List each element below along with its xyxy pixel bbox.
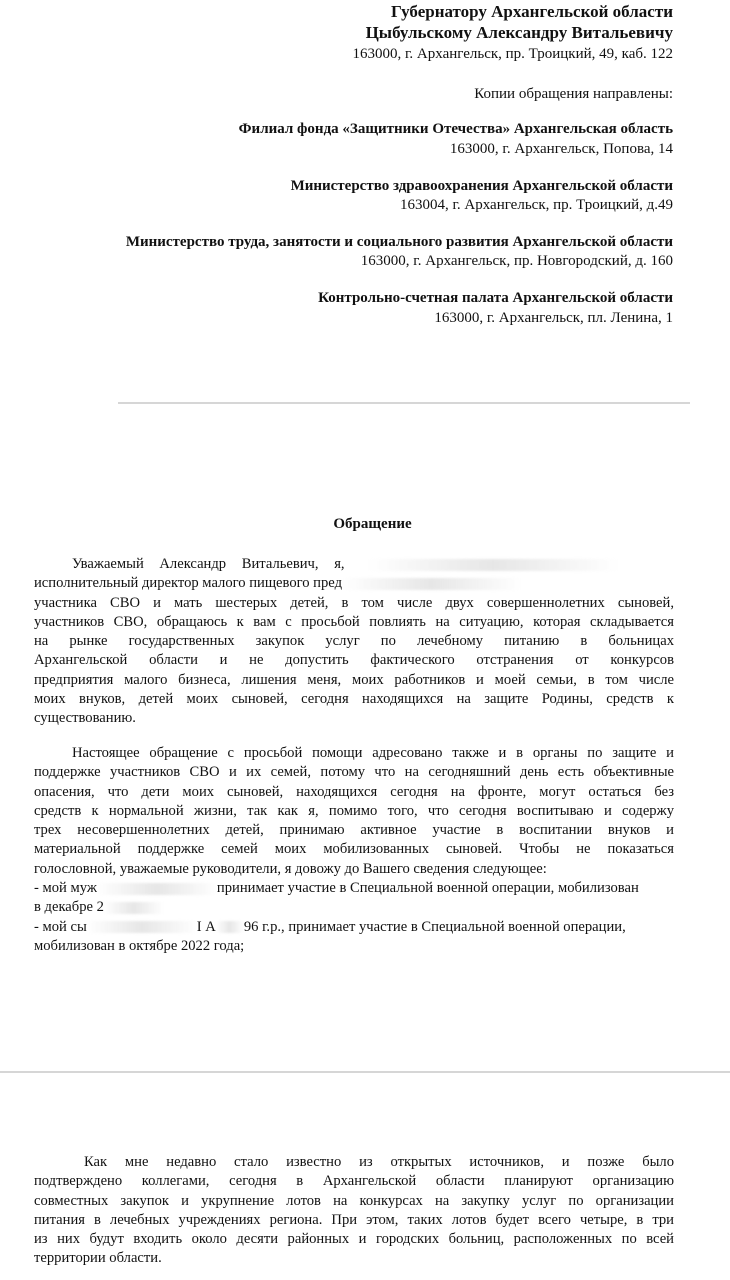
recipient-name-3: Министерство труда, занятости и социального развития Архангельской области <box>125 234 673 250</box>
p1-line-4: участников СВО, обращаюсь к вам с просьбой повлиять на ситуацию, которая складывается <box>34 613 674 630</box>
p2-line-6: материальной поддержке семей моих мобилизованных сыновей. Чтобы не показаться <box>34 841 674 858</box>
p1-line-3: участника СВО и мать шестерых детей, в том числе двух совершеннолетних сыновей, <box>34 594 674 611</box>
recipient-address-4: 163000, г. Архангельск, пл. Ленина, 1 <box>434 310 673 326</box>
list-item-husband-line2: в декабре 2 <box>34 898 674 917</box>
p1-line-6: Архангельской области и не допустить фактического отстранения от конкурсов <box>34 652 674 669</box>
document-title: Обращение <box>333 516 412 532</box>
paragraph-2 <box>34 744 674 956</box>
p2-line-3: опасения, что дети моих сыновей, находящихся сегодня на фронте, могут остаться без <box>34 783 674 800</box>
page-separator <box>118 402 690 404</box>
recipient-name-4: Контрольно-счетная палата Архангельской области <box>318 290 673 306</box>
p2-line-1: Настоящее обращение с просьбой помощи адресовано также и в органы по защите и <box>72 745 674 761</box>
p1-line-7: предприятия малого бизнеса, лишения меня, моих работников и моей семьи, в том числе <box>34 671 674 688</box>
page-separator-2 <box>0 1071 730 1073</box>
p3-line-1: Как мне недавно стало известно из открытых источников, и позже было <box>84 1154 674 1170</box>
redacted-company <box>342 578 522 590</box>
p1-line-2: исполнительный директор малого пищевого пред <box>34 574 674 593</box>
redacted-son-year <box>216 921 244 933</box>
recipient-name-1: Филиал фонда «Защитники Отечества» Архангельская область <box>238 121 673 137</box>
recipient-address-1: 163000, г. Архангельск, Попова, 14 <box>449 141 673 157</box>
redacted-name <box>368 559 618 571</box>
list-item-son-line2: мобилизован в октябре 2022 года; <box>34 937 245 954</box>
p2-line-2: поддержке участников СВО и их семей, потому что на сегодняшний день есть объективные <box>34 764 674 781</box>
p2-line-7: голословной, уважаемые руководители, я довожу до Вашего сведения следующее: <box>34 860 547 877</box>
paragraph-3 <box>34 1153 674 1269</box>
p2-line-4: средств к нормальной жизни, так как я, помимо того, что сегодня воспитываю и содержу <box>34 802 674 819</box>
paragraph-1 <box>34 555 674 729</box>
p1-line-9: существованию. <box>34 710 136 727</box>
copies-label: Копии обращения направлены: <box>474 86 673 102</box>
addressee-line1: Губернатору Архангельской области <box>390 2 673 21</box>
recipient-address-2: 163004, г. Архангельск, пр. Троицкий, д.49 <box>399 197 673 213</box>
list-item-son: - мой сы I А 96 г.р., принимает участие в Специальной военной операции, <box>34 918 626 935</box>
p1-line-1: Уважаемый Александр Витальевич, я, <box>34 555 674 574</box>
addressee-address: 163000, г. Архангельск, пр. Троицкий, 49, каб. 122 <box>352 46 673 62</box>
redacted-date <box>104 902 164 914</box>
redacted-son-name <box>87 921 197 933</box>
p3-line-4: питания в лечебных учреждениях региона. При этом, таких лотов будет всего четыре, в три <box>34 1211 674 1228</box>
p3-line-2: подтверждено коллегами, сегодня в Архангельской области планируют организацию <box>34 1173 674 1190</box>
p1-line-8: моих внуков, детей моих сыновей, сегодня находящихся на защите Родины, средств к <box>34 691 674 708</box>
p3-line-6: территории области. <box>34 1250 162 1267</box>
recipient-address-3: 163000, г. Архангельск, пр. Новгородский, д. 160 <box>360 253 673 269</box>
p3-line-3: совместных закупок и укрупнение лотов на конкурсах на закупку услуг по организации <box>34 1192 674 1209</box>
redacted-husband-name <box>97 883 217 895</box>
p3-line-5: из них будут входить около десяти районных и городских больниц, расположенных по всей <box>34 1231 674 1248</box>
recipient-name-2: Министерство здравоохранения Архангельской области <box>290 178 673 194</box>
p1-line-5: на рынке государственных закупок услуг по лечебному питанию в больницах <box>34 633 674 650</box>
addressee-line2: Цыбульскому Александру Витальевичу <box>365 23 673 42</box>
list-item-husband: - мой муж принимает участие в Специальной военной операции, мобилизован <box>34 880 639 897</box>
p2-line-5: трех несовершеннолетних детей, принимаю активное участие в воспитании внуков и <box>34 822 674 839</box>
